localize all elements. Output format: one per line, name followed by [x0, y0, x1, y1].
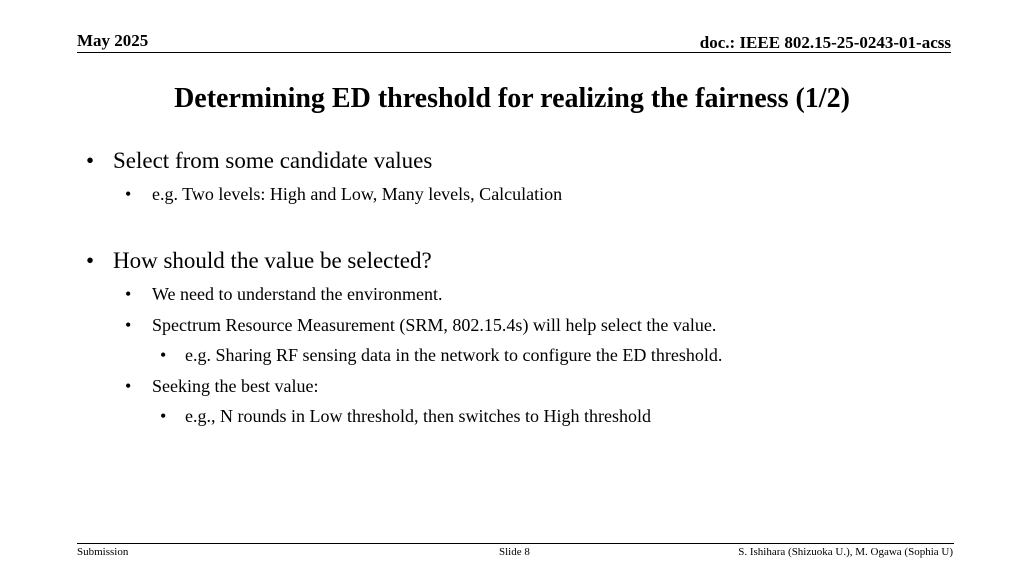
footer-authors: S. Ishihara (Shizuoka U.), M. Ogawa (Sophia U) [738, 546, 953, 558]
header-doc-id: doc.: IEEE 802.15-25-0243-01-acss [699, 33, 951, 52]
bullet-dot: • [160, 406, 167, 426]
bullet-text: Seeking the best value: [152, 376, 319, 396]
bullet-dot: • [160, 345, 167, 365]
bullet-item [86, 248, 432, 274]
footer-submission: Submission [77, 546, 129, 558]
bullet-text: e.g., N rounds in Low threshold, then switches to High threshold [185, 406, 651, 426]
bullet-item [160, 406, 651, 427]
bullet-text: e.g. Two levels: High and Low, Many levels, Calculation [152, 184, 563, 204]
bullet-item [125, 315, 717, 336]
header-divider [77, 52, 951, 53]
bullet-text: We need to understand the environment. [152, 284, 443, 304]
header-date: May 2025 [77, 31, 149, 50]
footer-divider [77, 543, 954, 544]
bullet-dot: • [125, 376, 132, 396]
bullet-text: Spectrum Resource Measurement (SRM, 802.15.4s) will help select the value. [152, 315, 717, 335]
bullet-dot: • [125, 184, 132, 204]
bullet-item [125, 184, 563, 205]
slide-title: Determining ED threshold for realizing the fairness (1/2) [174, 83, 850, 114]
footer-slide-number: Slide 8 [499, 546, 530, 558]
bullet-text: Select from some candidate values [113, 148, 433, 173]
bullet-dot: • [86, 148, 95, 173]
bullet-item [160, 345, 723, 366]
bullet-item [125, 284, 443, 305]
bullet-text: e.g. Sharing RF sensing data in the network to configure the ED threshold. [185, 345, 723, 365]
bullet-dot: • [125, 315, 132, 335]
bullet-text: How should the value be selected? [113, 248, 432, 273]
bullet-item [86, 148, 433, 174]
bullet-item [125, 376, 319, 397]
bullet-dot: • [86, 248, 95, 273]
bullet-dot: • [125, 284, 132, 304]
